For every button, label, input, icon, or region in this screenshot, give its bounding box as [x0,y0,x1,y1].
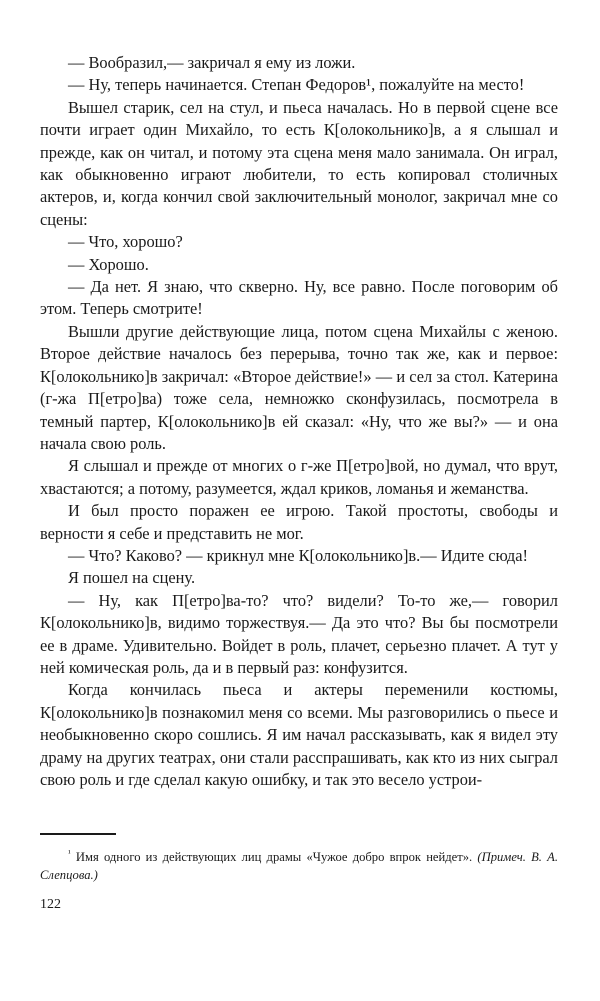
paragraph-13: Когда кончилась пьеса и актеры переменили костюмы, К[олокольнико]в познакомил меня со всеми. Мы разговорились о пьесе и необыкновенно скоро сошлись. Я им начал рассказывать, как я видел эту драму на других театрах, они стали расспрашивать, как кто из них сыграл свою роль и где сделал какую ошибку, и так это весело устрои- [40,680,558,789]
paragraph-3: Вышел старик, сел на стул, и пьеса началась. Но в первой сцене все почти играет один Михайло, то есть К[олокольнико]в, а я слышал и прежде, как он читал, и потому эта сцена меня мало занимала. Он играл, как обыкновенно играют любители, то есть копировал столичных актеров, и, когда кончил свой заключительный монолог, закричал мне со сцены: [40,97,558,229]
paragraph-9: И был просто поражен ее игрою. Такой простоты, свободы и верности я себе и представить не мог. [40,501,558,543]
paragraph-7: Вышли другие действующие лица, потом сцена Михайлы с женою. Второе действие началось без перерыва, точно так же, как и первое: К[олокольнико]в закричал: «Второе действие!» — и сел за стол. Катерина (г-жа П[етро]ва) тоже села, немножко сконфузилась, посмотрела в темный партер, К[олокольнико]в ей сказал: «Ну, что же вы?» — и она начала свою роль. [40,321,558,453]
paragraph-11: Я пошел на сцену. [68,568,196,588]
paragraph-12: — Ну, как П[етро]ва-то? что? видели? То-то же,— говорил К[олокольнико]в, видимо торжествуя.— Да это что? Вы бы посмотрели ее в драме. Удивительно. Войдет в роль, плачет, серьезно плачет. А тут у ней комическая роль, да и в первый раз: конфузится. [40,590,558,677]
paragraph-6: — Да нет. Я знаю, что скверно. Ну, все равно. После поговорим об этом. Теперь смотрите! [40,277,558,319]
paragraph-8: Я слышал и прежде от многих о г-же П[етро]вой, но думал, что врут, хвастаются; а потому, разумеется, ждал криков, ломанья и жеманства. [40,456,558,498]
paragraph-4: — Что, хорошо? [68,232,183,252]
footnote [40,848,558,884]
footnote-text: Имя одного из действующих лиц драмы «Чужое добро впрок нейдет». [75,850,473,864]
paragraph-1: — Вообразил,— закричал я ему из ложи. [68,53,356,72]
paragraph-5: — Хорошо. [68,254,149,274]
footnote-marker: ¹ [68,847,71,858]
paragraph-10: — Что? Каково? — крикнул мне К[олокольнико]в.— Идите сюда! [68,545,528,565]
footnote-editor-note: (Примеч. В. А. Слепцова.) [40,850,558,882]
body-text [40,52,558,791]
footnote-divider [40,833,116,835]
paragraph-2: — Ну, теперь начинается. Степан Федоров¹, пожалуйте на место! [68,75,525,95]
page-number: 122 [40,897,61,912]
